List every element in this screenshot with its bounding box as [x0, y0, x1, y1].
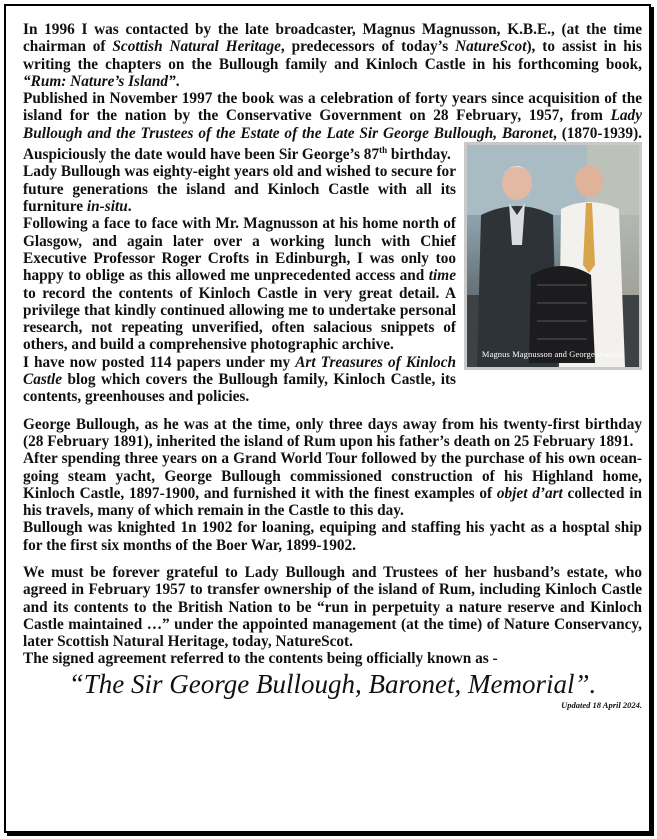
paragraph-knighted: Bullough was knighted 1n 1902 for loaning, equiping and staffing his yacht as a hosptal ship for the first six months of the Boer War, 1899-1902.	[23, 519, 642, 554]
document-body	[23, 21, 642, 710]
paragraph-lady-bullough: Lady Bullough was eighty-eight years old and wished to secure for future generations the island and Kinloch Castle with all its furniture in-situ.	[23, 163, 456, 216]
paragraph-world-tour: After spending three years on a Grand World Tour followed by the purchase of his own ocean-going steam yacht, George Bullough commissioned construction of his Highland home, Kinloch Castle, 1897-1900, and furnished it with the finest examples of objet d’art collected in his travels, many of which remain in the Castle to this day.	[23, 450, 642, 520]
updated-date: Updated 18 April 2024.	[561, 699, 642, 710]
paragraph-blog: I have now posted 114 papers under my Art Treasures of Kinloch Castle blog which covers the Bullough family, Kinloch Castle, its contents, greenhouses and policies.	[23, 353, 456, 406]
paragraph-publication: Published in November 1997 the book was a celebration of forty years since acquisition of the island for the nation by the Conservative Government on 28 February, 1957, from Lady Bullough and the Trustees of the Estate of the Late Sir George Bullough, Baronet Magnus Magnusson and George Randall , (1870-1939). Auspiciously the date would have been Sir George’s 87th birthday.	[23, 90, 642, 163]
page-frame	[4, 4, 651, 833]
photo-illustration	[467, 145, 639, 367]
memorial-title: “The Sir George Bullough, Baronet, Memorial”.	[68, 668, 597, 699]
paragraph-inheritance: George Bullough, as he was at the time, only three days away from his twenty-first birthday (28 February 1891), inherited the island of Rum upon his father’s death on 25 February 1891.	[23, 415, 642, 450]
paragraph-research: Following a face to face with Mr. Magnusson at his home north of Glasgow, and again later over a working lunch with Chief Executive Professor Roger Crofts in Edinburgh, I was only too happy to oblige as this allowed me unprecedented access and time to record the contents of Kinloch Castle in very great detail. A privilege that kindly continued allowing me to undertake personal research, not repeating unverified, often salacious snippets of others, and build a comprehensive photographic archive.	[23, 215, 456, 354]
blog-title: Art Treasures of Kinloch Castle	[23, 353, 456, 389]
photo-magnusson-randall	[464, 142, 642, 370]
paragraph-agreement: The signed agreement referred to the contents being officially known as -	[23, 650, 498, 668]
paragraph-intro: In 1996 I was contacted by the late broadcaster, Magnus Magnusson, K.B.E., (at the time chairman of Scottish Natural Heritage, predecessors of today’s NatureScot), to assist in his writing the chapters on the Bullough family and Kinloch Castle in his forthcoming book, “Rum: Nature’s Island”.	[23, 21, 643, 90]
photo-caption: Magnus Magnusson and George Randall	[481, 348, 625, 359]
paragraph-gratitude: We must be forever grateful to Lady Bullough and Trustees of her husband’s estate, who agreed in February 1957 to transfer ownership of the island of Rum, including Kinloch Castle and its contents to the British Nation to be “run in perpetuity a nature reserve and Kinloch Castle maintained …” under the appointed management (at the time) of Nature Conservancy, later Scottish Natural Heritage, today, NatureScot.	[23, 564, 642, 651]
